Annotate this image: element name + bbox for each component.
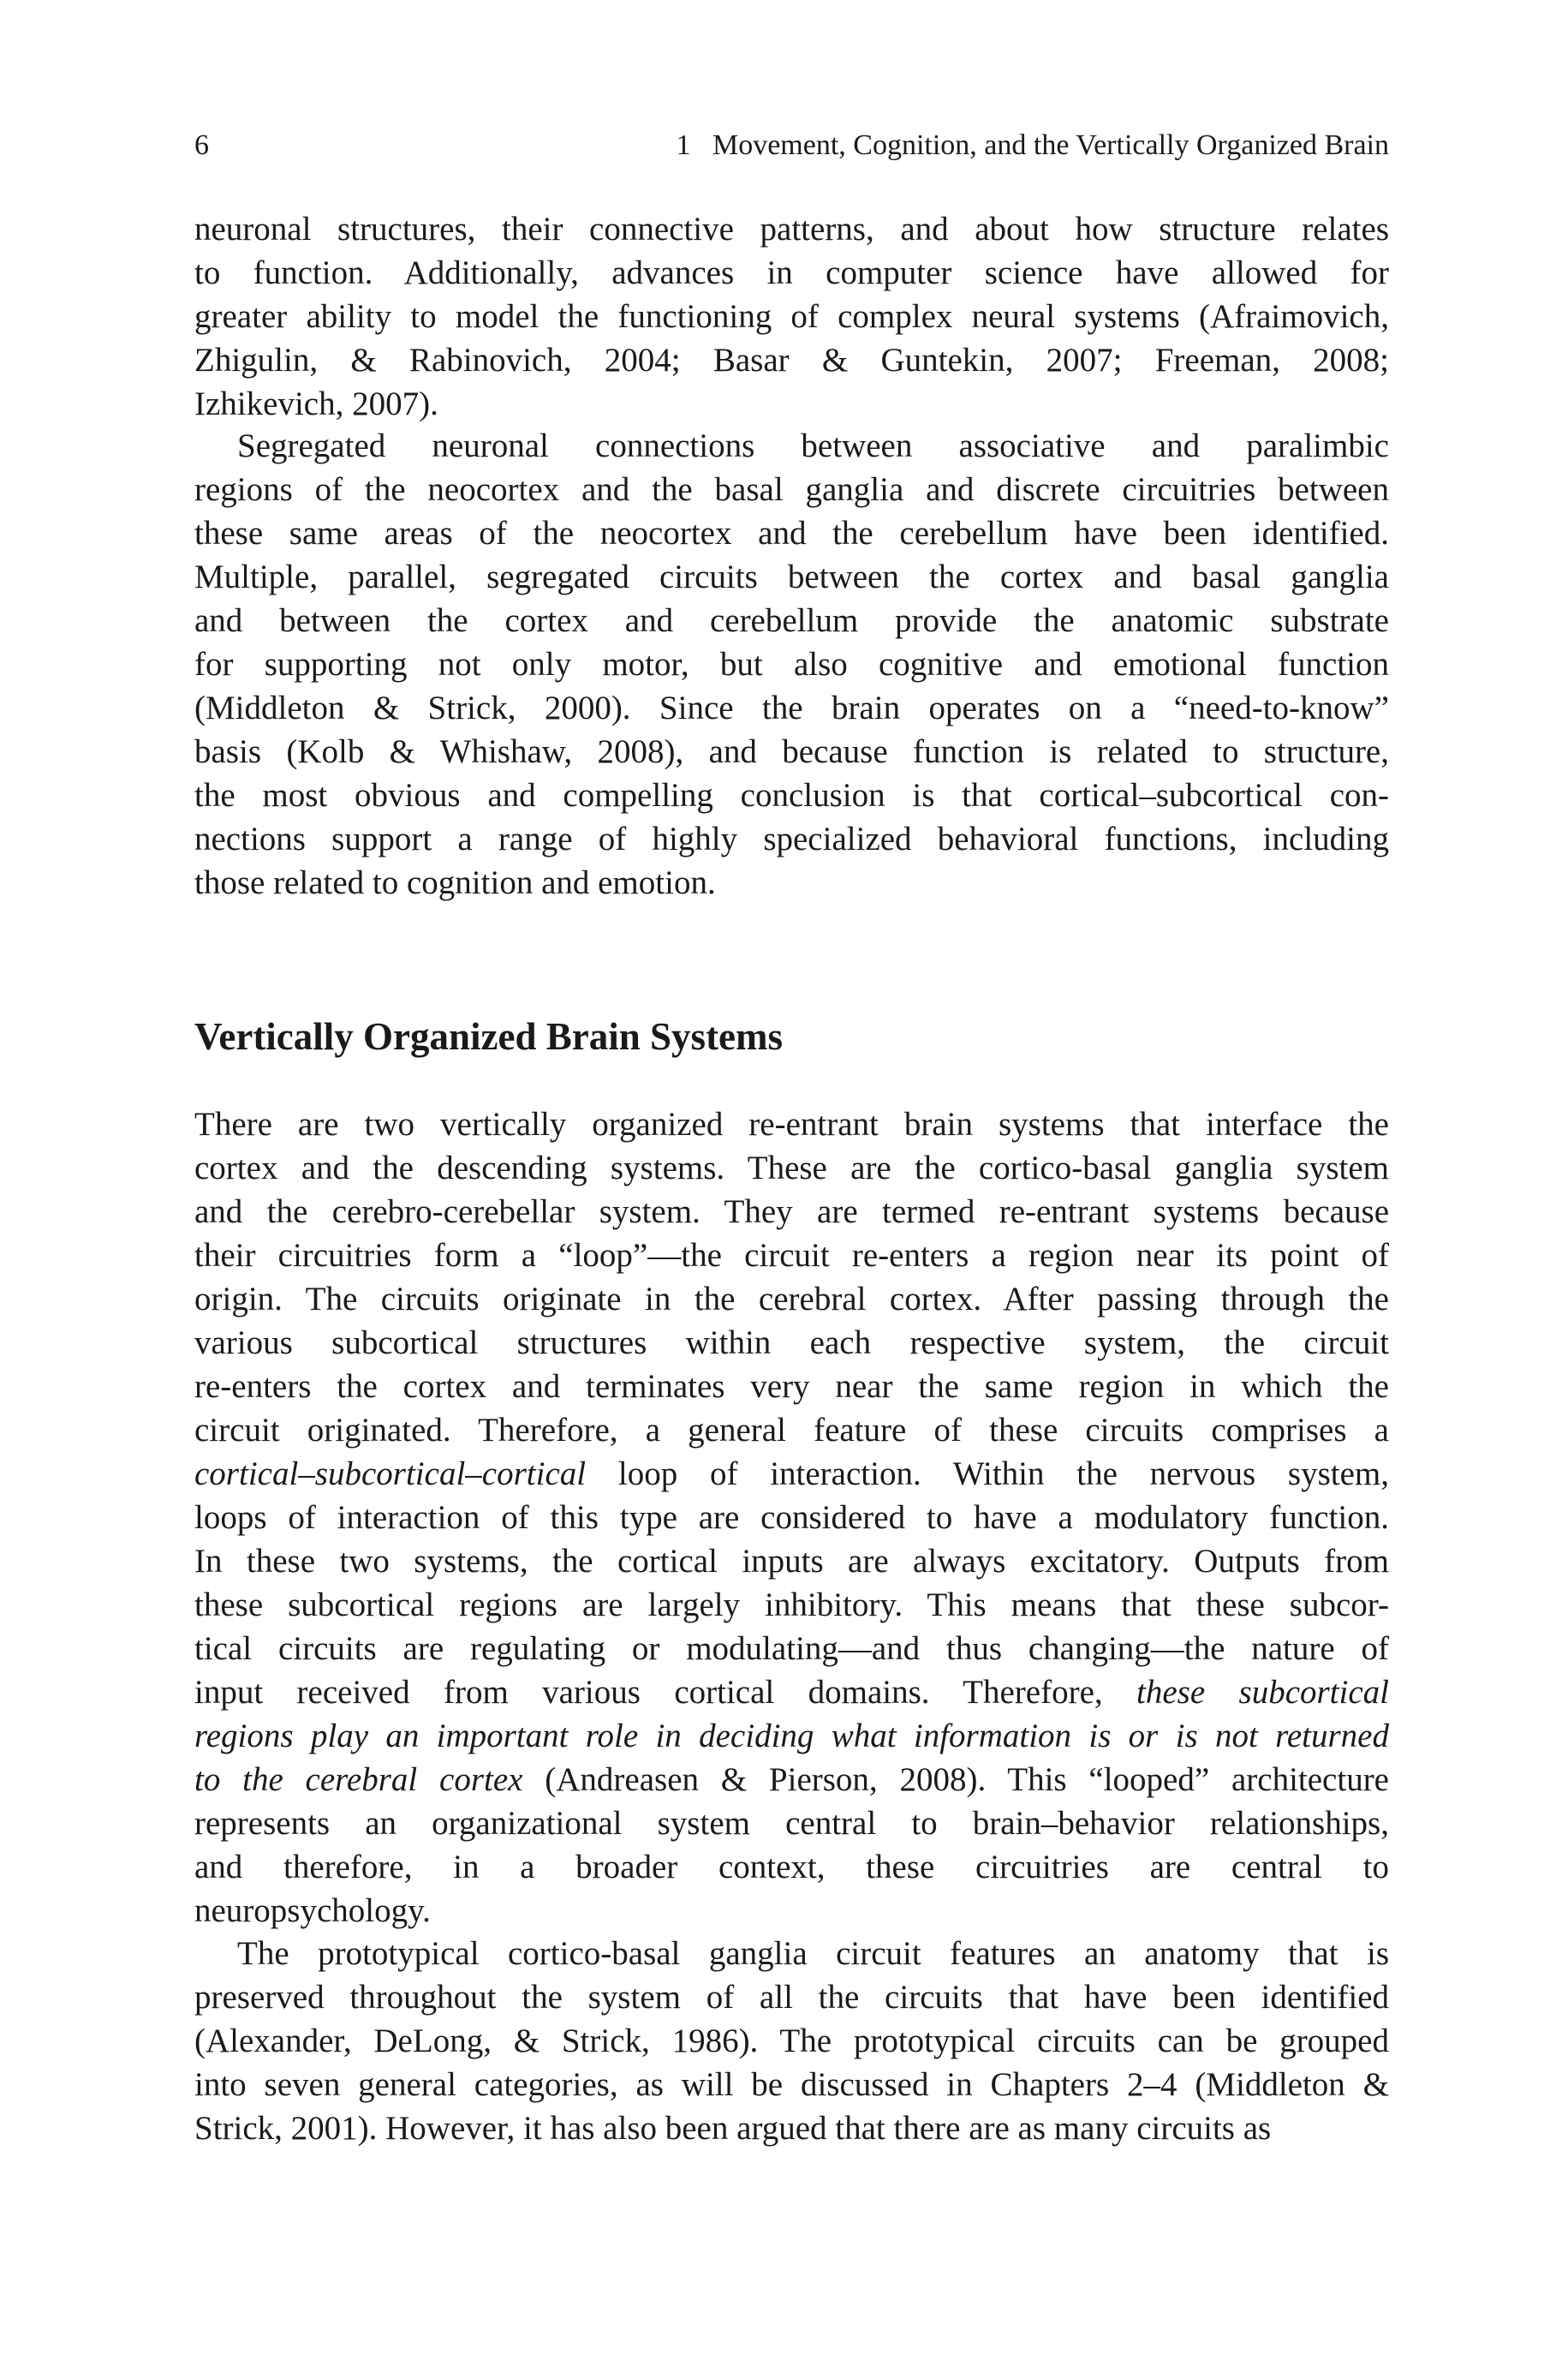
text-line [194,1365,1389,1408]
paragraph-3 [194,1102,1389,1933]
text-run: neuronal structures, their connective patterns, and about how structure relates [194,211,1389,248]
text-run: input received from various cortical domains. Therefore, [194,1674,1137,1711]
running-header [194,124,1389,167]
text-line [194,861,1389,905]
text-line [194,555,1389,599]
text-line [194,511,1389,555]
text-line [194,642,1389,686]
section-heading: Vertically Organized Brain Systems [194,1015,784,1058]
running-title: 1 Movement, Cognition, and the Vertically Organized Brain [676,129,1389,161]
text-line [194,424,1389,468]
text-run: and between the cortex and cerebellum provide the anatomic substrate [194,602,1389,639]
text-run: Strick, 2001). However, it has also been argued that there are as many circuits as [194,2110,1272,2147]
text-run: (Alexander, DeLong, & Strick, 1986). The prototypical circuits can be grouped [194,2022,1389,2059]
text-run: these subcortical regions are largely inhibitory. This means that these subcor- [194,1586,1389,1623]
text-run: Izhikevich, 2007). [194,385,438,422]
text-run: those related to cognition and emotion. [194,864,716,901]
text-run: The prototypical cortico-basal ganglia circuit features an anatomy that is [237,1935,1389,1972]
text-run: basis (Kolb & Whishaw, 2008), and because function is related to structure, [194,733,1389,770]
text-line [194,817,1389,861]
text-line [194,1321,1389,1365]
text-run: There are two vertically organized re-entrant brain systems that interface the [194,1106,1389,1143]
text-run: In these two systems, the cortical inputs are always excitatory. Outputs from [194,1543,1389,1580]
text-line [194,1539,1389,1583]
text-run: their circuitries form a “loop”—the circuit re-enters a region near its point of [194,1237,1389,1274]
text-line [194,2063,1389,2106]
text-run: these same areas of the neocortex and the cerebellum have been identified. [194,515,1389,552]
text-line [194,382,1389,426]
text-line [194,1234,1389,1277]
paragraph-4 [194,1932,1389,2150]
text-run: preserved throughout the system of all the circuits that have been identified [194,1979,1389,2016]
text-run: cortex and the descending systems. These are the cortico-basal ganglia system [194,1150,1389,1186]
italic-text: cortical–subcortical–cortical [194,1455,587,1492]
italic-text: regions play an important role in deciding what information is or is not returned [194,1718,1389,1754]
italic-text: these subcortical [1136,1674,1389,1711]
paragraph-2 [194,424,1389,905]
text-run: to function. Additionally, advances in computer science have allowed for [194,254,1389,291]
text-run: into seven general categories, as will be discussed in Chapters 2–4 (Middleton & [194,2066,1389,2103]
text-run: for supporting not only motor, but also cognitive and emotional function [194,646,1389,683]
text-run: nections support a range of highly specialized behavioral functions, including [194,821,1389,857]
text-run: neuropsychology. [194,1892,431,1929]
text-run: the most obvious and compelling conclusion is that cortical–subcortical con- [194,777,1389,814]
text-line [194,1801,1389,1845]
text-line [194,251,1389,295]
text-line [194,295,1389,338]
text-line [194,2106,1389,2150]
text-line [194,1452,1389,1496]
text-line [194,774,1389,817]
text-run: and the cerebro-cerebellar system. They are termed re-entrant systems because [194,1193,1389,1230]
text-run: (Andreasen & Pierson, 2008). This “looped” architecture [522,1761,1389,1798]
text-line [194,1758,1389,1801]
paragraph-1 [194,207,1389,426]
text-run: origin. The circuits originate in the cerebral cortex. After passing through the [194,1281,1389,1317]
text-line [194,207,1389,251]
text-run: loop of interaction. Within the nervous system, [586,1455,1389,1492]
text-run: Zhigulin, & Rabinovich, 2004; Basar & Guntekin, 2007; Freeman, 2008; [194,342,1389,379]
text-run: tical circuits are regulating or modulating—and thus changing—the nature of [194,1630,1389,1667]
text-line [194,1146,1389,1190]
page-number: 6 [194,129,209,161]
text-line [194,1932,1389,1975]
text-run: represents an organizational system central to brain–behavior relationships, [194,1805,1389,1842]
text-run: loops of interaction of this type are considered to have a modulatory function. [194,1499,1389,1536]
text-run: various subcortical structures within each respective system, the circuit [194,1324,1389,1361]
text-run: circuit originated. Therefore, a general feature of these circuits comprises a [194,1412,1389,1449]
text-line [194,599,1389,642]
italic-text: to the cerebral cortex [194,1761,523,1798]
text-line [194,468,1389,511]
text-line [194,1670,1389,1714]
text-run: re-enters the cortex and terminates very near the same region in which the [194,1368,1389,1405]
text-line [194,1277,1389,1321]
text-line [194,1714,1389,1758]
text-line [194,1845,1389,1889]
text-line [194,1496,1389,1539]
text-run: and therefore, in a broader context, these circuitries are central to [194,1849,1389,1885]
text-line [194,1408,1389,1452]
text-line [194,2019,1389,2063]
text-line [194,1627,1389,1670]
text-line [194,1583,1389,1627]
text-line [194,686,1389,730]
text-line [194,1190,1389,1234]
text-line [194,338,1389,382]
text-run: Segregated neuronal connections between associative and paralimbic [237,427,1389,464]
text-line [194,1975,1389,2019]
text-line [194,1889,1389,1933]
text-run: greater ability to model the functioning of complex neural systems (Afraimovich, [194,298,1389,335]
text-run: regions of the neocortex and the basal ganglia and discrete circuitries between [194,471,1389,508]
text-line [194,730,1389,774]
text-line [194,1102,1389,1146]
text-run: Multiple, parallel, segregated circuits between the cortex and basal ganglia [194,559,1389,595]
text-run: (Middleton & Strick, 2000). Since the brain operates on a “need-to-know” [194,690,1389,726]
